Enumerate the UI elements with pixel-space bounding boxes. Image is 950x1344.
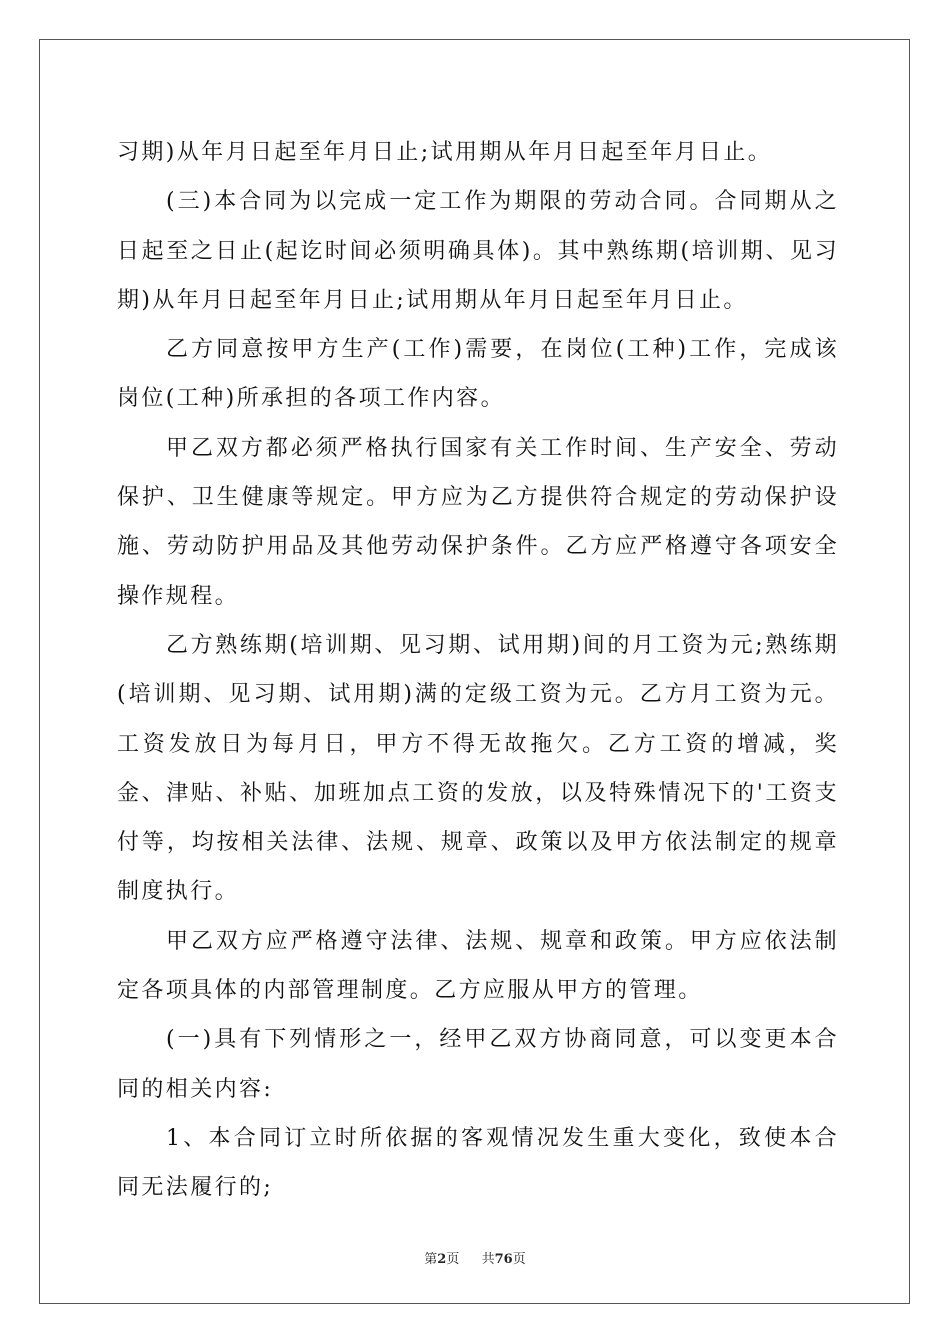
paragraph-3: 乙方同意按甲方生产(工作)需要，在岗位(工种)工作，完成该岗位(工种)所承担的各项工作内容。: [117, 337, 839, 412]
page-number: 2: [437, 1252, 447, 1267]
paragraph-7: (一)具有下列情形之一，经甲乙双方协商同意，可以变更本合同的相关内容:: [117, 1027, 839, 1102]
page-footer: [0, 1248, 950, 1267]
total-suffix: 页: [512, 1252, 526, 1267]
total-prefix: 共: [481, 1252, 495, 1267]
paragraph-4: 甲乙双方都必须严格执行国家有关工作时间、生产安全、劳动保护、卫生健康等规定。甲方应为乙方提供符合规定的劳动保护设施、劳动防护用品及其他劳动保护条件。乙方应严格遵守各项安全操作规程。: [117, 435, 839, 609]
paragraph-5: 乙方熟练期(培训期、见习期、试用期)间的月工资为元;熟练期(培训期、见习期、试用期)满的定级工资为元。乙方月工资为元。工资发放日为每月日，甲方不得无故拖欠。乙方工资的增减，奖金、津贴、补贴、加班加点工资的发放，以及特殊情况下的'工资支付等，均按相关法律、法规、规章、政策以及甲方依法制定的规章制度执行。: [117, 632, 839, 905]
paragraph-8: 1、本合同订立时所依据的客观情况发生重大变化，致使本合同无法履行的;: [117, 1125, 839, 1201]
page-prefix: 第: [424, 1252, 438, 1267]
document-body: [117, 128, 839, 1213]
page-suffix: 页: [446, 1252, 460, 1267]
paragraph-2: (三)本合同为以完成一定工作为期限的劳动合同。合同期从之日起至之日止(起讫时间必须明确具体)。其中熟练期(培训期、见习期)从年月日起至年月日止;试用期从年月日起至年月日止。: [117, 189, 839, 313]
paragraph-1: 习期)从年月日起至年月日止;试用期从年月日起至年月日止。: [117, 140, 773, 165]
paragraph-6: 甲乙双方应严格遵守法律、法规、规章和政策。甲方应依法制定各项具体的内部管理制度。乙方应服从甲方的管理。: [117, 928, 839, 1004]
total-pages: 76: [494, 1252, 513, 1267]
